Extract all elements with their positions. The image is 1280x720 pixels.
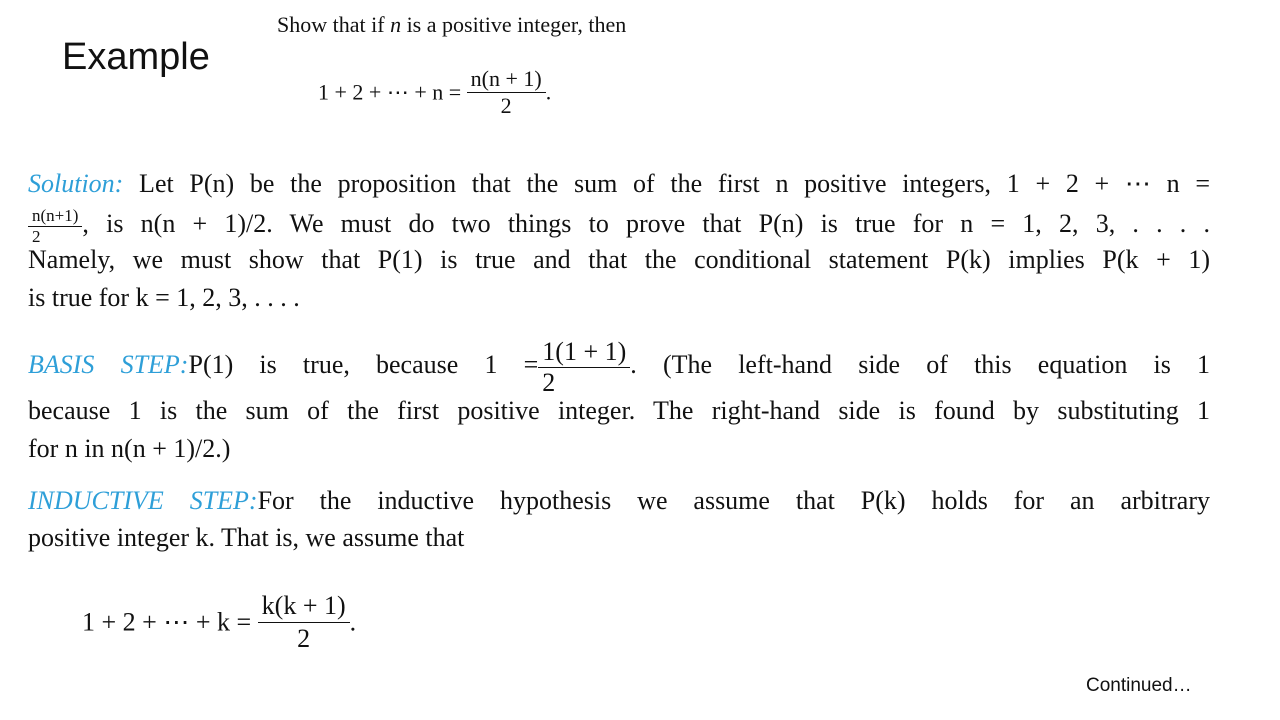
equation-lhs: 1 + 2 + ⋯ + n = (318, 79, 462, 105)
basis-text-1-end: . (The left-hand side of this equation is 1 (630, 350, 1211, 379)
equation-period: . (545, 79, 552, 105)
solution-label: Solution: (28, 169, 124, 198)
basis-line-2: because 1 is the sum of the first positive integer. The right-hand side is found by substituting 1 (28, 396, 1210, 425)
continued-footer: Continued… (1086, 675, 1192, 696)
problem-statement-text: Show that if (277, 12, 391, 37)
solution-line-3: Namely, we must show that P(1) is true and that the conditional statement P(k) implies P(k + 1) (28, 245, 1210, 274)
fraction-numerator: n(n + 1) (470, 66, 542, 91)
basis-fraction (538, 337, 630, 398)
inductive-text-1: For the inductive hypothesis we assume that P(k) holds for an arbitrary (257, 486, 1210, 515)
problem-equation (318, 66, 551, 119)
basis-fraction-numerator: 1(1 + 1) (542, 336, 627, 366)
solution-text-2: , is n(n + 1)/2. We must do two things to prove that P(n) is true for n = 1, 2, 3, . . . . (82, 209, 1210, 238)
inductive-line-1 (28, 482, 1210, 520)
problem-variable: n (390, 12, 402, 37)
inductive-equation-lhs: 1 + 2 + ⋯ + k = (82, 607, 252, 637)
basis-label: BASIS STEP: (28, 350, 189, 379)
inductive-equation-period: . (349, 607, 357, 637)
slide-title: Example (62, 36, 210, 78)
problem-statement (277, 12, 626, 38)
basis-line-3: for n in n(n + 1)/2.) (28, 434, 231, 463)
inductive-fraction-denominator: 2 (258, 622, 350, 655)
basis-fraction-denominator: 2 (538, 367, 630, 398)
solution-fraction-denominator: 2 (28, 226, 82, 247)
solution-line-4: is true for k = 1, 2, 3, . . . . (28, 283, 300, 312)
inductive-equation-fraction (258, 590, 350, 655)
inductive-equation (82, 590, 356, 655)
problem-statement-text-end: is a positive integer, then (401, 12, 627, 37)
basis-text-1: P(1) is true, because 1 = (188, 350, 539, 379)
inductive-label: INDUCTIVE STEP: (28, 486, 258, 515)
inductive-fraction-numerator: k(k + 1) (261, 591, 346, 620)
solution-fraction-numerator: n(n+1) (32, 205, 79, 225)
inductive-line-2: positive integer k. That is, we assume that (28, 523, 465, 552)
equation-fraction (467, 66, 546, 119)
basis-line-1 (28, 330, 1210, 400)
solution-text-1: Let P(n) be the proposition that the sum of the first n positive integers, 1 + 2 + ⋯ n = (123, 169, 1210, 198)
fraction-denominator: 2 (467, 92, 546, 119)
solution-line-1 (28, 165, 1210, 203)
